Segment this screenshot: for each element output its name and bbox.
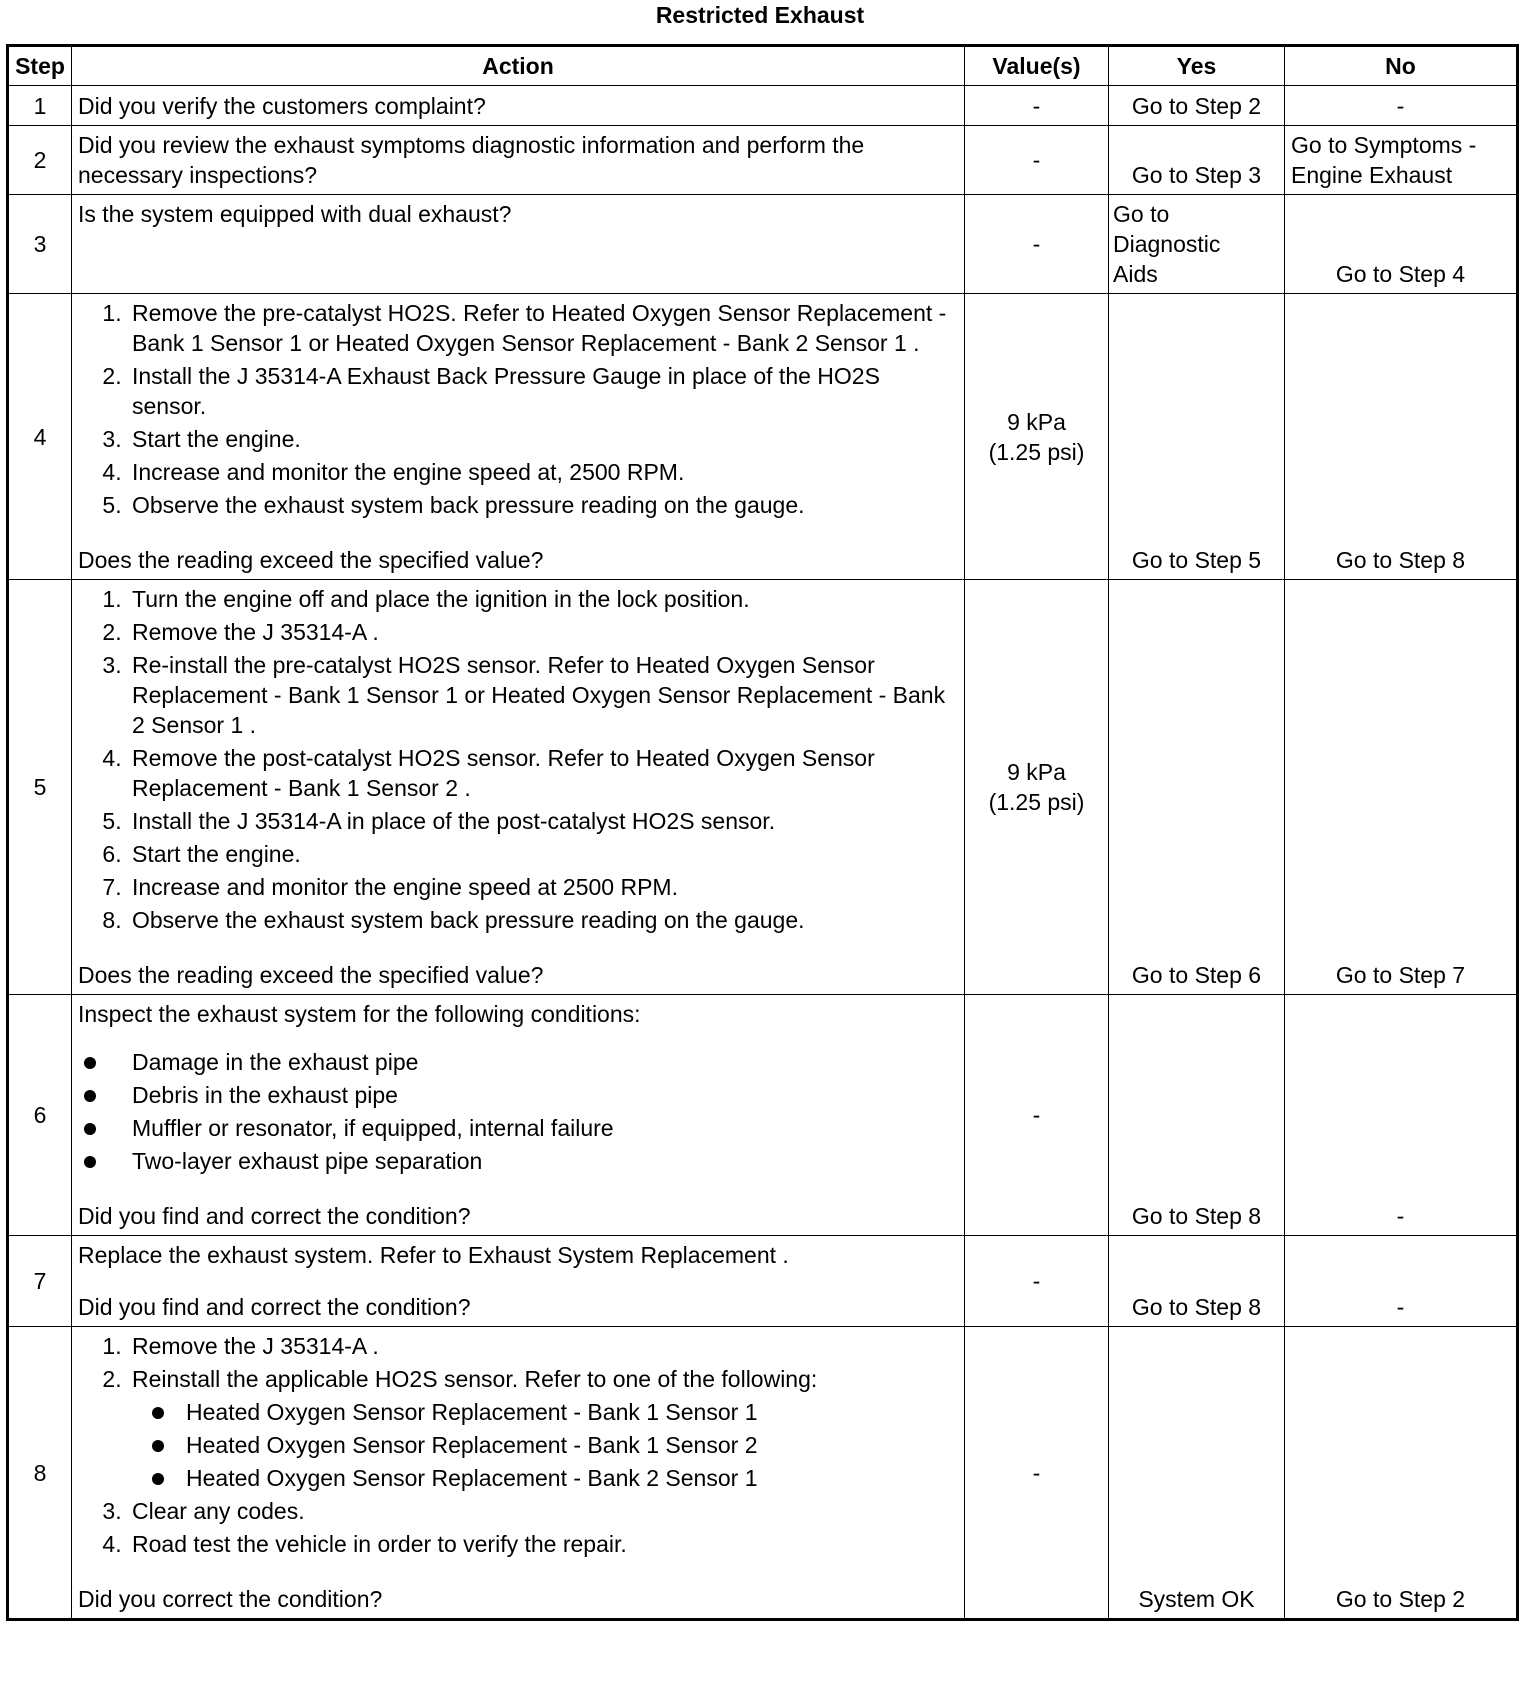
list-item: 3. Re-install the pre-catalyst HO2S sensor. Refer to Heated Oxygen Sensor Replacement - Bank 1 Sensor 1 or Heated Oxygen Sensor Replacement - Bank 2 Sensor 1 . [128, 650, 958, 740]
list-item: Two-layer exhaust pipe separation [128, 1146, 958, 1176]
no-cell: Go to Step 4 [1285, 195, 1518, 294]
action-intro: Replace the exhaust system. Refer to Exhaust System Replacement . [78, 1242, 789, 1268]
value-cell: - [965, 1236, 1109, 1327]
table-row [8, 995, 1518, 1236]
page-title: Restricted Exhaust [655, 2, 865, 28]
list-item: Heated Oxygen Sensor Replacement - Bank 1 Sensor 2 [182, 1430, 958, 1460]
header-action: Action [72, 46, 965, 86]
action-cell [72, 1236, 965, 1327]
header-yes: Yes [1109, 46, 1285, 86]
bullet-icon [84, 1156, 96, 1168]
no-cell: Go to Step 8 [1285, 294, 1518, 580]
action-intro: Inspect the exhaust system for the following conditions: [78, 1001, 641, 1027]
list-item: 3. Clear any codes. [128, 1496, 958, 1526]
list-item: 4. Increase and monitor the engine speed at, 2500 RPM. [128, 457, 958, 487]
list-item: 3. Start the engine. [128, 424, 958, 454]
action-cell [72, 995, 965, 1236]
value-line: (1.25 psi) [988, 789, 1085, 815]
no-cell: Go to Step 7 [1285, 580, 1518, 995]
list-item: 2. Remove the J 35314-A . [128, 617, 958, 647]
action-text: Did you verify the customers complaint? [72, 86, 965, 126]
list-item: 4. Road test the vehicle in order to verify the repair. [128, 1529, 958, 1559]
value-cell: - [965, 126, 1109, 195]
table-row [8, 1236, 1518, 1327]
bullet-icon [84, 1123, 96, 1135]
list-item: 5. Observe the exhaust system back pressure reading on the gauge. [128, 490, 958, 520]
header-values: Value(s) [965, 46, 1109, 86]
action-question: Did you correct the condition? [78, 1586, 383, 1612]
action-question: Does the reading exceed the specified value? [78, 547, 544, 573]
step-number: 4 [8, 294, 72, 580]
list-item: 1. Turn the engine off and place the ignition in the lock position. [128, 584, 958, 614]
value-cell [965, 580, 1109, 995]
step-number: 8 [8, 1327, 72, 1620]
yes-cell: Go to Step 2 [1109, 86, 1285, 126]
procedure-list [78, 584, 958, 935]
table-row [8, 195, 1518, 294]
list-item: Debris in the exhaust pipe [128, 1080, 958, 1110]
list-item: 8. Observe the exhaust system back pressure reading on the gauge. [128, 905, 958, 935]
header-no: No [1285, 46, 1518, 86]
value-line: (1.25 psi) [988, 438, 1085, 465]
no-cell: - [1285, 86, 1518, 126]
value-cell: - [965, 195, 1109, 294]
step-number: 3 [8, 195, 72, 294]
value-cell: - [965, 995, 1109, 1236]
bullet-icon [152, 1440, 164, 1452]
no-cell: Go to Symptoms - Engine Exhaust [1285, 126, 1518, 195]
step-number: 2 [8, 126, 72, 195]
list-item: 5. Install the J 35314-A in place of the post-catalyst HO2S sensor. [128, 806, 958, 836]
step-number: 6 [8, 995, 72, 1236]
list-item: 2. Reinstall the applicable HO2S sensor. Refer to one of the following: Heated Oxygen Sensor Replacement - Bank 1 Sensor 1 Heated Oxygen Sensor Replacement - Bank 1 Sensor 2 Heated Oxygen Sensor Replacement - Bank 2 Sensor 1 [128, 1364, 958, 1493]
list-item: Muffler or resonator, if equipped, internal failure [128, 1113, 958, 1143]
procedure-list [78, 298, 958, 520]
bullet-icon [152, 1473, 164, 1485]
step-number: 7 [8, 1236, 72, 1327]
procedure-list [78, 1331, 958, 1559]
yes-cell: Go to Step 3 [1109, 126, 1285, 195]
list-item: 2. Install the J 35314-A Exhaust Back Pressure Gauge in place of the HO2S sensor. [128, 361, 958, 421]
list-item: Heated Oxygen Sensor Replacement - Bank 1 Sensor 1 [182, 1397, 958, 1427]
table-row [8, 1327, 1518, 1620]
sub-list [132, 1397, 958, 1493]
value-line: 9 kPa [1007, 759, 1066, 785]
yes-cell: Go to Step 8 [1109, 1236, 1285, 1327]
value-cell [965, 294, 1109, 580]
table-row [8, 294, 1518, 580]
header-row [8, 46, 1518, 86]
list-item: 7. Increase and monitor the engine speed at 2500 RPM. [128, 872, 958, 902]
list-item: 1. Remove the pre-catalyst HO2S. Refer to Heated Oxygen Sensor Replacement - Bank 1 Sensor 1 or Heated Oxygen Sensor Replacement - Bank 2 Sensor 1 . [128, 298, 958, 358]
table-row [8, 580, 1518, 995]
list-item: Damage in the exhaust pipe [128, 1047, 958, 1077]
list-item: 4. Remove the post-catalyst HO2S sensor. Refer to Heated Oxygen Sensor Replacement - Bank 1 Sensor 2 . [128, 743, 958, 803]
action-text: Is the system equipped with dual exhaust? [72, 195, 965, 294]
bullet-icon [152, 1407, 164, 1419]
step-number: 1 [8, 86, 72, 126]
yes-cell: Go to Step 6 [1109, 580, 1285, 995]
list-item: Heated Oxygen Sensor Replacement - Bank 2 Sensor 1 [182, 1463, 958, 1493]
action-question: Did you find and correct the condition? [78, 1294, 471, 1320]
table-row [8, 126, 1518, 195]
yes-cell: Go to Diagnostic Aids [1109, 195, 1285, 294]
list-item: 6. Start the engine. [128, 839, 958, 869]
yes-cell: Go to Step 5 [1109, 294, 1285, 580]
value-cell: - [965, 1327, 1109, 1620]
yes-cell: System OK [1109, 1327, 1285, 1620]
bullet-icon [84, 1057, 96, 1069]
value-line: 9 kPa [1007, 408, 1066, 435]
step-number: 5 [8, 580, 72, 995]
action-cell [72, 1327, 965, 1620]
condition-list [78, 1047, 958, 1176]
table-row [8, 86, 1518, 126]
diagnostic-table [6, 44, 1519, 1621]
action-question: Does the reading exceed the specified value? [78, 962, 544, 988]
action-cell [72, 294, 965, 580]
no-cell: - [1285, 995, 1518, 1236]
no-cell: - [1285, 1236, 1518, 1327]
list-item: 1. Remove the J 35314-A . [128, 1331, 958, 1361]
yes-cell: Go to Step 8 [1109, 995, 1285, 1236]
no-cell: Go to Step 2 [1285, 1327, 1518, 1620]
bullet-icon [84, 1090, 96, 1102]
value-cell: - [965, 86, 1109, 126]
header-step: Step [8, 46, 72, 86]
action-text: Did you review the exhaust symptoms diagnostic information and perform the necessary inspections? [72, 126, 965, 195]
action-question: Did you find and correct the condition? [78, 1203, 471, 1229]
action-cell [72, 580, 965, 995]
